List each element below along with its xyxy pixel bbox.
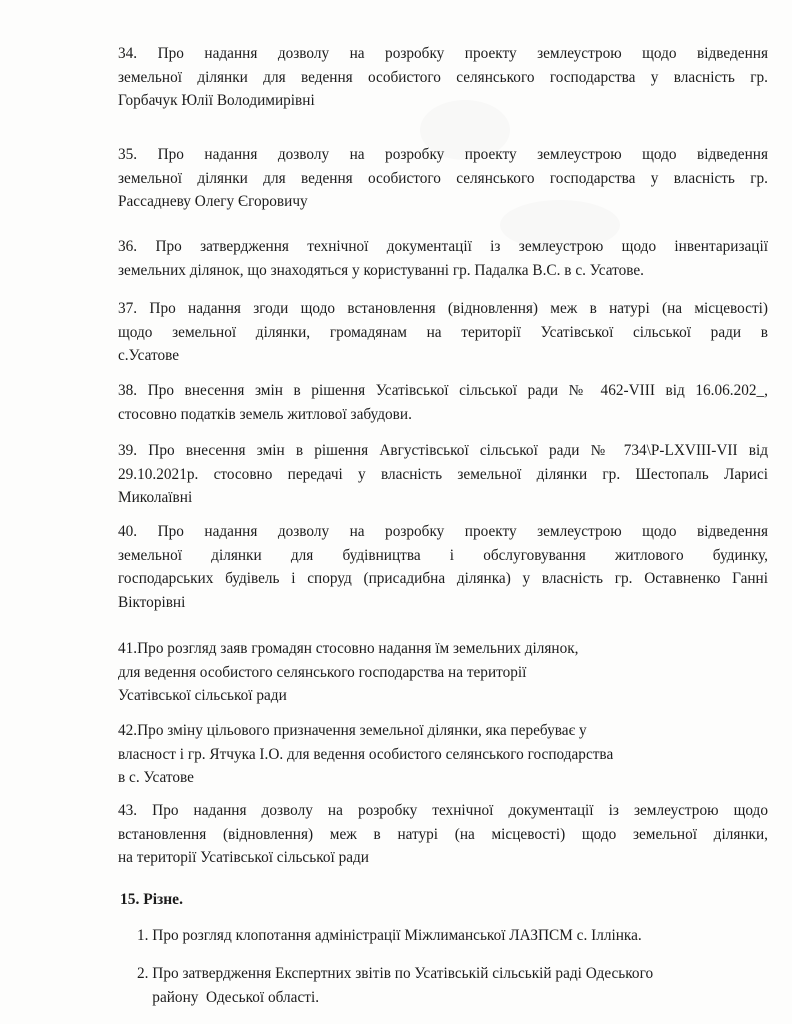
- item-line: для ведення особистого селянського господарства на території: [118, 663, 527, 681]
- item-line: Рассадневу Олегу Єгоровичу: [118, 193, 308, 210]
- item-line: господарських будівель і споруд (присадибна ділянка) у власність гр. Оставненко Ганні: [118, 570, 768, 587]
- subitem-2: [137, 962, 653, 1009]
- item-line: щодо земельної ділянки, громадянам на території Усатівської сільської ради в: [118, 323, 768, 341]
- item-line: Миколаївні: [118, 489, 193, 506]
- subitem-line: 1. Про розгляд клопотання адміністрації Міжлиманської ЛАЗПСМ с. Іллінка.: [137, 927, 642, 944]
- subitem-1: [137, 924, 642, 948]
- agenda-item-39: [118, 439, 768, 510]
- item-line: в с. Усатове: [118, 769, 194, 786]
- agenda-item-37: [118, 297, 768, 368]
- agenda-item-42: [118, 719, 718, 790]
- item-line: 36. Про затвердження технічної документації із землеустрою щодо інвентаризації: [118, 238, 768, 255]
- item-line: Усатівської сільської ради: [118, 687, 287, 704]
- item-line: 39. Про внесення змін в рішення Августівської сільської ради № 734\Р-LXVIII-VII від: [118, 442, 768, 459]
- subitem-line: 2. Про затвердження Експертних звітів по Усатівській сільській раді Одеського: [137, 965, 654, 982]
- agenda-item-43: [118, 799, 768, 870]
- item-line: Горбачук Юлії Володимирівні: [118, 92, 315, 109]
- agenda-item-41: [118, 637, 718, 708]
- agenda-item-35: [118, 143, 768, 214]
- item-line: 41.Про розгляд заяв громадян стосовно надання їм земельних ділянок,: [118, 640, 579, 657]
- item-line: стосовно податків земель житлової забудови.: [118, 405, 412, 423]
- item-line: земельної ділянки для будівництва і обслуговування житлового будинку,: [118, 546, 768, 564]
- agenda-item-38: [118, 379, 768, 426]
- item-line: 34. Про надання дозволу на розробку проекту землеустрою щодо відведення: [118, 45, 768, 62]
- item-line: земельної ділянки для ведення особистого селянського господарства у власність гр.: [118, 169, 768, 187]
- agenda-item-40: [118, 520, 768, 614]
- item-line: 37. Про надання згоди щодо встановлення (відновлення) меж в натурі (на місцевості): [118, 300, 768, 317]
- item-line: встановлення (відновлення) меж в натурі (на місцевості) щодо земельної ділянки,: [118, 825, 768, 843]
- item-line: 35. Про надання дозволу на розробку проекту землеустрою щодо відведення: [118, 146, 768, 163]
- item-line: 29.10.2021р. стосовно передачі у власність земельної ділянки гр. Шестопаль Ларисі: [118, 465, 768, 483]
- subitem-line: району Одеської області.: [137, 988, 320, 1006]
- agenda-item-36: [118, 235, 768, 282]
- item-line: 42.Про зміну цільового призначення земельної ділянки, яка перебуває у: [118, 722, 587, 739]
- item-line: власност і гр. Ятчука І.О. для ведення особистого селянського господарства: [118, 745, 614, 763]
- section-title: 15. Різне.: [120, 891, 183, 908]
- item-line: земельних ділянок, що знаходяться у користуванні гр. Падалка В.С. в с. Усатове.: [118, 261, 645, 279]
- item-line: 40. Про надання дозволу на розробку проекту землеустрою щодо відведення: [118, 523, 768, 540]
- item-line: 38. Про внесення змін в рішення Усатівської сільської ради № 462-VIII від 16.06.202_,: [118, 382, 768, 399]
- item-line: Вікторівні: [118, 593, 186, 611]
- item-line: с.Усатове: [118, 347, 180, 364]
- agenda-item-34: [118, 42, 768, 113]
- item-line: на території Усатівської сільської ради: [118, 849, 369, 866]
- item-line: 43. Про надання дозволу на розробку технічної документації із землеустрою щодо: [118, 802, 768, 819]
- item-line: земельної ділянки для ведення особистого селянського господарства у власність гр.: [118, 68, 768, 86]
